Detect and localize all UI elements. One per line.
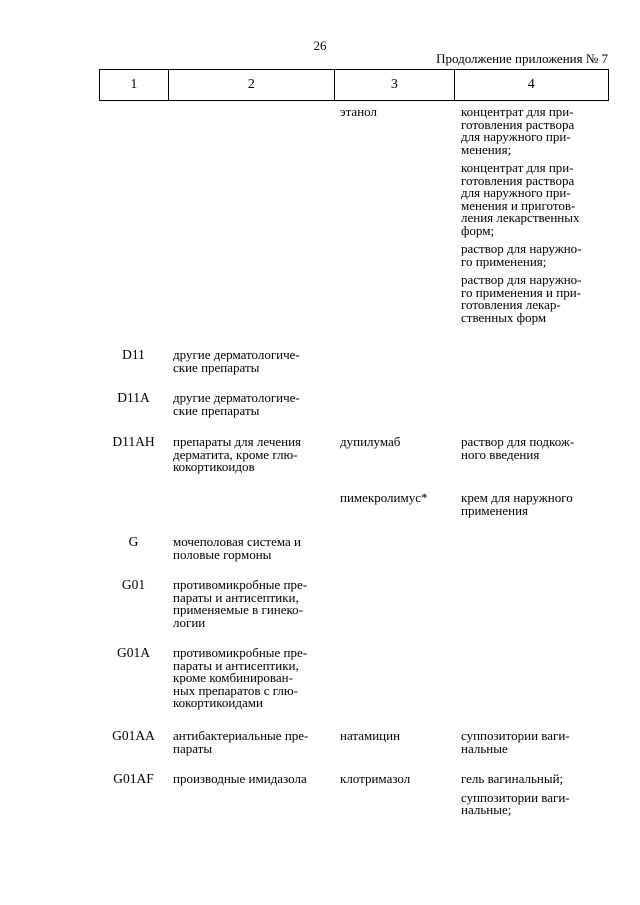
dosage-form-entry [461, 773, 603, 786]
drug-name-cell [335, 392, 455, 417]
atc-code-cell: D11A [117, 390, 150, 405]
header-col-4: 4 [527, 77, 535, 92]
dosage-form-line: для наружного при- [461, 129, 571, 144]
group-name-line: кокортикоидами [173, 695, 263, 710]
group-name-cell [168, 436, 335, 474]
group-name-line: параты [173, 740, 213, 756]
dosage-form-line: готовления раствора [461, 116, 575, 132]
header-col-3: 3 [335, 70, 455, 100]
dosage-forms-cell [455, 392, 609, 417]
drug-name-cell: пимекролимус* [340, 490, 428, 505]
group-name-cell [168, 349, 335, 374]
dosage-forms-cell [455, 579, 609, 629]
dosage-form-line: форм; [461, 222, 495, 238]
atc-code-cell [99, 492, 168, 517]
group-name-cell [168, 106, 335, 324]
drug-name-cell [335, 647, 455, 710]
dosage-forms-cell [455, 492, 609, 517]
dosage-form-line: нальные [461, 740, 508, 756]
group-name-cell [168, 492, 335, 517]
drug-name-cell: этанол [340, 104, 377, 119]
dosage-forms-cell [455, 436, 609, 474]
table-row [99, 492, 609, 517]
dosage-forms-cell [455, 349, 609, 374]
group-name-line: мочеполовая система и [173, 534, 302, 549]
group-name-line: половые гормоны [173, 546, 272, 562]
group-name-cell [168, 773, 335, 817]
group-name-line: применяемые в гинеко- [173, 602, 303, 617]
header-col-1: 1 [100, 70, 169, 100]
dosage-form-entry [461, 730, 603, 755]
group-name-line: кокортикоидов [173, 459, 255, 474]
dosage-forms-cell [455, 536, 609, 561]
group-name-line: препараты для лечения [173, 434, 302, 449]
dosage-form-line: го применения; [461, 253, 547, 269]
drug-name-cell [335, 536, 455, 561]
dosage-form-line: применения [461, 502, 529, 518]
dosage-form-line: менения; [461, 141, 512, 157]
atc-code-cell: G01 [121, 577, 146, 592]
table-row [99, 436, 609, 474]
drug-name-cell [335, 349, 455, 374]
group-name-line: ские препараты [173, 402, 260, 418]
table-row [99, 647, 609, 710]
drug-name-cell: клотримазол [340, 771, 411, 786]
dosage-forms-cell [455, 730, 609, 755]
header-col-2: 2 [169, 70, 335, 100]
atc-code-cell: D11AH [112, 434, 155, 449]
dosage-form-line: концентрат для при- [461, 104, 574, 119]
dosage-form-line: для наружного при- [461, 185, 571, 200]
table-row [99, 730, 609, 755]
group-name-line: противомикробные пре- [173, 645, 308, 660]
group-name-line: другие дерматологиче- [173, 347, 300, 362]
atc-code-cell: G01AF [113, 771, 154, 786]
group-name-cell [168, 579, 335, 629]
group-name-line: производные имидазола [173, 771, 307, 786]
drug-name-cell: дупилумаб [340, 434, 401, 449]
group-name-line: дерматита, кроме глю- [173, 446, 298, 462]
dosage-form-line: менения и приготов- [461, 197, 576, 213]
drug-name-cell [335, 579, 455, 629]
appendix-continuation-note: Продолжение приложения № 7 [436, 51, 608, 66]
group-name-line: параты и антисептики, [173, 657, 299, 673]
dosage-form-line: готовления лекар- [461, 297, 561, 312]
atc-code-cell [99, 106, 168, 324]
table-row [99, 106, 609, 324]
dosage-forms-cell [455, 773, 609, 817]
group-name-line: ские препараты [173, 359, 260, 375]
dosage-form-entry [461, 106, 603, 156]
dosage-form-entry [461, 492, 603, 517]
dosage-form-entry [461, 243, 603, 268]
group-name-line: антибактериальные пре- [173, 728, 309, 743]
table-header [99, 69, 609, 101]
drug-name-cell: натамицин [340, 728, 401, 743]
dosage-form-line: раствор для наружно- [461, 272, 582, 287]
group-name-cell [168, 392, 335, 417]
table-row [99, 349, 609, 374]
dosage-form-line: нальные; [461, 802, 512, 817]
atc-code-cell: G01A [117, 645, 150, 660]
dosage-form-line: готовления раствора [461, 172, 575, 188]
dosage-form-line: ного введения [461, 446, 540, 462]
table-row [99, 536, 609, 561]
group-name-cell [168, 730, 335, 755]
dosage-forms-cell [455, 647, 609, 710]
dosage-form-entry [461, 789, 603, 817]
dosage-form-line: суппозитории ваги- [461, 728, 570, 743]
dosage-forms-cell [455, 106, 609, 324]
atc-code-cell: G01AA [112, 728, 155, 743]
dosage-form-line: ления лекарственных [461, 210, 580, 225]
group-name-cell [168, 647, 335, 710]
group-name-line: другие дерматологиче- [173, 390, 300, 405]
table-row [99, 579, 609, 629]
group-name-cell [168, 536, 335, 561]
atc-code-cell: G [128, 534, 139, 549]
dosage-form-entry [461, 274, 603, 324]
group-name-line: параты и антисептики, [173, 589, 299, 605]
group-name-line: ных препаратов с глю- [173, 682, 298, 698]
group-name-line: противомикробные пре- [173, 577, 308, 592]
dosage-form-line: концентрат для при- [461, 160, 574, 175]
dosage-form-entry [461, 436, 603, 461]
dosage-form-line: суппозитории ваги- [461, 789, 570, 805]
atc-code-cell: D11 [122, 347, 145, 362]
dosage-form-line: раствор для наружно- [461, 241, 582, 256]
dosage-form-entry [461, 162, 603, 237]
dosage-form-line: ственных форм [461, 309, 547, 325]
dosage-form-line: раствор для подкож- [461, 434, 575, 449]
page-number: 26 [313, 38, 327, 53]
table-row [99, 392, 609, 417]
dosage-form-line: го применения и при- [461, 284, 581, 300]
group-name-line: логии [173, 614, 206, 630]
table-row [99, 773, 609, 817]
dosage-form-line: крем для наружного [461, 490, 573, 505]
dosage-form-line: гель вагинальный; [461, 771, 564, 786]
group-name-line: кроме комбинирован- [173, 670, 293, 685]
